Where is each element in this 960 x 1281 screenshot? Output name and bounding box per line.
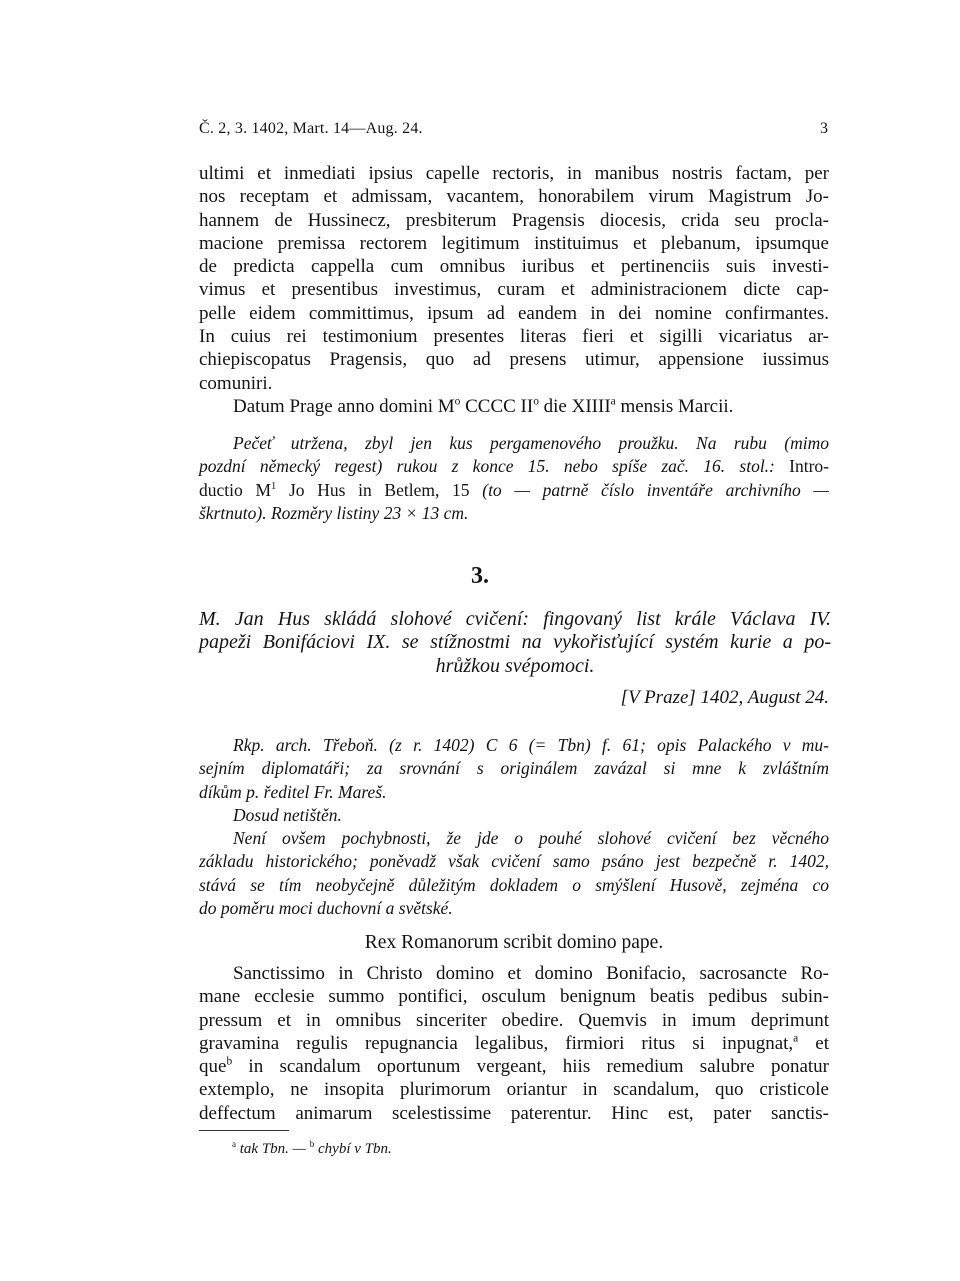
- running-header: Č. 2, 3. 1402, Mart. 14—Aug. 24.: [199, 120, 423, 137]
- note-line: díkům p. ředitel Fr. Mareš.: [199, 781, 387, 802]
- note-line: základu historického; poněvadž však cvičení samo psáno jest bezpečně r. 1402,: [199, 851, 829, 872]
- note-line: stává se tím neobyčejně důležitým dokladem o smýšlení Husově, zejména co: [199, 874, 829, 895]
- text-line: extemplo, ne insopita plurimorum oriantur in scandalum, quo cristicole: [199, 1079, 829, 1101]
- text-line: deffectum animarum scelestissime paterentur. Hinc est, pater sanctis-: [199, 1102, 829, 1124]
- text-line: nos receptam et admissam, vacantem, honorabilem virum Magistrum Jo-: [199, 186, 829, 208]
- text-line: comuniri.: [199, 372, 273, 394]
- footnotes: $^a$ tak Tbn. — $^b$ chybí v Tbn.: [232, 1139, 392, 1157]
- document-title: [199, 608, 831, 678]
- page-number: 3: [820, 120, 829, 137]
- charter-text: [199, 162, 829, 418]
- place-date: [V Praze] 1402, August 24.: [620, 687, 829, 708]
- text-line: gravamina regulis repugnancia legalibus, firmiori ritus si inpugnat,$^a$ et: [199, 1032, 829, 1054]
- text-line: Sanctissimo in Christo domino et domino Bonifacio, sacrosancte Ro-: [233, 963, 829, 984]
- title-line: M. Jan Hus skládá slohové cvičení: fingovaný list krále Václava IV.: [199, 608, 831, 630]
- note-line: pozdní německý regest) rukou z konce 15. nebo spíše zač. 16. stol.: Intro-: [199, 456, 829, 477]
- footnote-divider: [199, 1130, 289, 1131]
- text-line: macione premissa rectorem legitimum instituimus et plebanum, ipsumque: [199, 232, 829, 254]
- text-line: vimus et presentibus investimus, curam et administracionem dicte cap-: [199, 279, 829, 301]
- text-line: ultimi et inmediati ipsius capelle rectoris, in manibus nostris factam, per: [199, 163, 829, 184]
- note-line: Dosud netištěn.: [233, 804, 342, 825]
- note-line: Rkp. arch. Třeboň. (z r. 1402) C 6 (= Tbn) f. 61; opis Palackého v mu-: [233, 735, 829, 755]
- datum-line: Datum Prage anno domini $M^o$ CCCC $II^o$ die XIIII$^a$ mensis Marcii.: [233, 395, 734, 417]
- note-line: do poměru moci duchovní a světské.: [199, 898, 453, 919]
- text-line: hannem de Hussinecz, presbiterum Pragensis diocesis, crida seu procla-: [199, 209, 829, 231]
- footnote-mark-a: a: [793, 1032, 799, 1045]
- document-number: 3.: [471, 563, 489, 589]
- editorial-note: [199, 432, 829, 525]
- note-line: Pečeť utržena, zbyl jen kus pergamenového proužku. Na rubu (mimo: [233, 433, 829, 453]
- source-notes: [199, 734, 829, 920]
- title-line: hrůžkou svépomoci.: [435, 654, 595, 677]
- text-line: chiepiscopatus Pragensis, quo ad presens utimur, appensione iussimus: [199, 349, 829, 371]
- note-line: ductio $M^1$ Jo Hus in Betlem, 15 (to — patrně číslo inventáře archivního —: [199, 479, 829, 500]
- text-line: mane ecclesie summo pontifici, osculum benignum beatis pedibus subin-: [199, 986, 829, 1008]
- letter-text: [199, 962, 829, 1125]
- text-line: que$^b$ in scandalum oportunum vergeant, hiis remedium salubre ponatur: [199, 1055, 829, 1078]
- footnote-mark-b: b: [226, 1055, 233, 1068]
- note-line: sejním diplomatáři; za srovnání s originálem zavázal si mne k zvláštním: [199, 758, 829, 779]
- text-line: In cuius rei testimonium presentes literas fieri et sigilli vicariatus ar-: [199, 326, 829, 348]
- text-line: pressum et in omnibus sinceriter obedire. Quemvis in imum deprimunt: [199, 1009, 829, 1031]
- note-line: Není ovšem pochybnosti, že jde o pouhé slohové cvičení bez věcného: [233, 828, 829, 849]
- note-line: škrtnuto). Rozměry listiny 23 × 13 cm.: [199, 502, 469, 523]
- title-line: papeži Bonifáciovi IX. se stížnostmi na vykořisťující systém kurie a po-: [199, 631, 831, 654]
- letter-heading: Rex Romanorum scribit domino pape.: [364, 932, 664, 953]
- text-line: pelle eidem committimus, ipsum ad eandem in dei nomine confirmantes.: [199, 302, 829, 324]
- text-line: de predicta cappella cum omnibus iuribus et pertinenciis suis investi-: [199, 256, 829, 278]
